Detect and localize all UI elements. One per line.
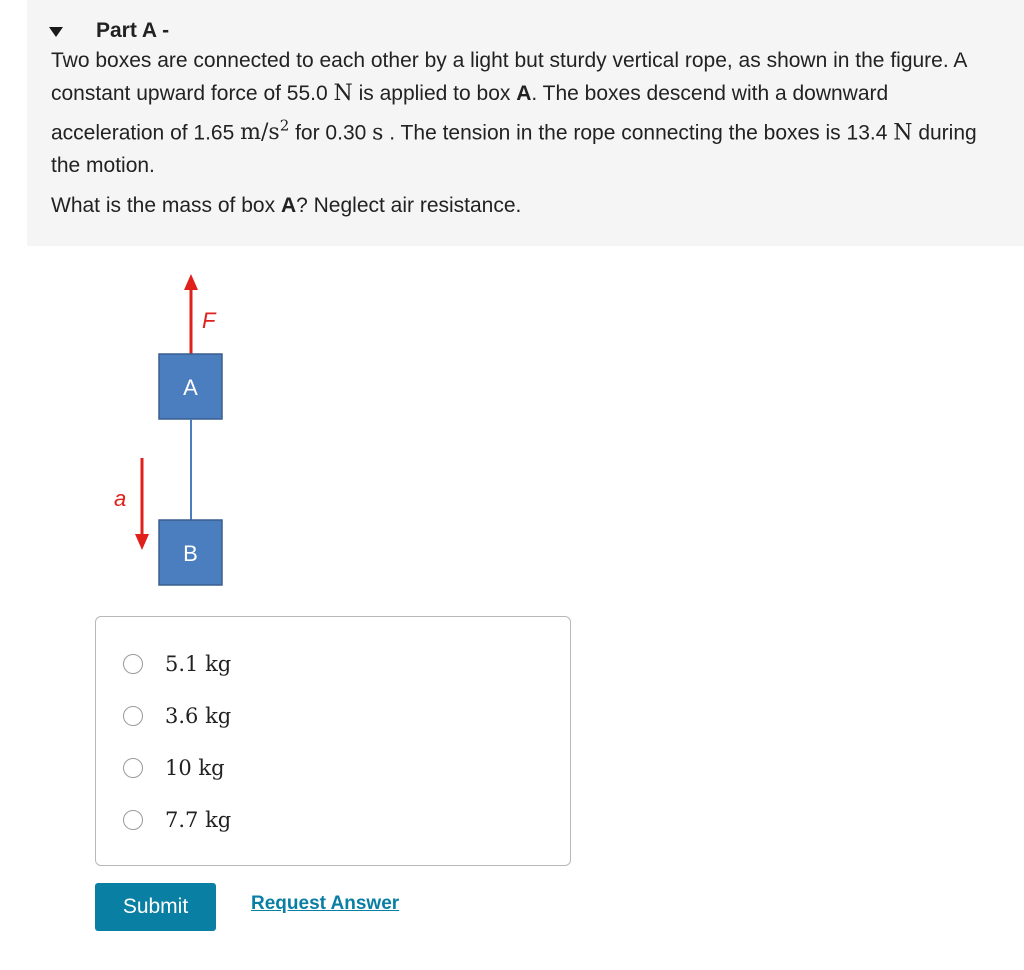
unit-acceleration-base: m/s (240, 120, 280, 146)
radio-button[interactable] (123, 706, 143, 726)
problem-text-1: Two boxes are connected to each other by a light but sturdy vertical rope, as shown in the figure. A constant upward force of 55.0 (51, 49, 967, 105)
choice-label: 3.6 kg (165, 704, 232, 728)
unit-acceleration (240, 117, 290, 146)
request-answer-link[interactable]: Request Answer (251, 893, 400, 914)
figure (100, 266, 240, 596)
problem-text-2: is applied to box (352, 82, 517, 105)
part-title: Part A - (96, 19, 170, 42)
force-label: F (202, 308, 216, 333)
figure-svg (100, 266, 240, 596)
problem-statement (51, 44, 991, 182)
problem-text-3: . The boxes descend with a downward acceleration of 1.65 (51, 82, 889, 145)
choice-label: 7.7 kg (165, 808, 232, 832)
question-text-1: What is the mass of box (51, 194, 281, 217)
unit-tension: N (893, 120, 913, 146)
choice-label: 5.1 kg (165, 652, 232, 676)
box-a-label: A (183, 375, 198, 400)
accel-label: a (114, 486, 127, 511)
choice-1[interactable] (123, 649, 231, 679)
accel-arrow-head (135, 534, 149, 550)
box-b-label: B (183, 541, 198, 566)
radio-button[interactable] (123, 654, 143, 674)
submit-button[interactable]: Submit (95, 883, 216, 931)
problem-text-6: during the motion. (51, 121, 977, 178)
question-box-bold: A (280, 194, 297, 217)
question-panel (27, 0, 1024, 246)
unit-time: s (372, 120, 384, 146)
box-a-bold: A (516, 82, 532, 105)
problem-text-4: for 0.30 (289, 121, 373, 145)
radio-button[interactable] (123, 758, 143, 778)
answer-choices (95, 616, 571, 866)
question-text-2: ? Neglect air resistance. (296, 194, 522, 217)
choice-label: 10 kg (165, 756, 225, 780)
force-arrow-head (184, 274, 198, 290)
problem-text-5: . The tension in the rope connecting the boxes is 13.4 (383, 121, 894, 145)
caret-down-icon[interactable] (49, 27, 63, 37)
choice-3[interactable] (123, 753, 225, 783)
choice-2[interactable] (123, 701, 231, 731)
radio-button[interactable] (123, 810, 143, 830)
question-prompt (51, 191, 521, 221)
unit-force: N (333, 81, 353, 106)
part-header[interactable] (49, 16, 169, 46)
unit-acceleration-exponent: 2 (279, 117, 290, 135)
choice-4[interactable] (123, 805, 231, 835)
